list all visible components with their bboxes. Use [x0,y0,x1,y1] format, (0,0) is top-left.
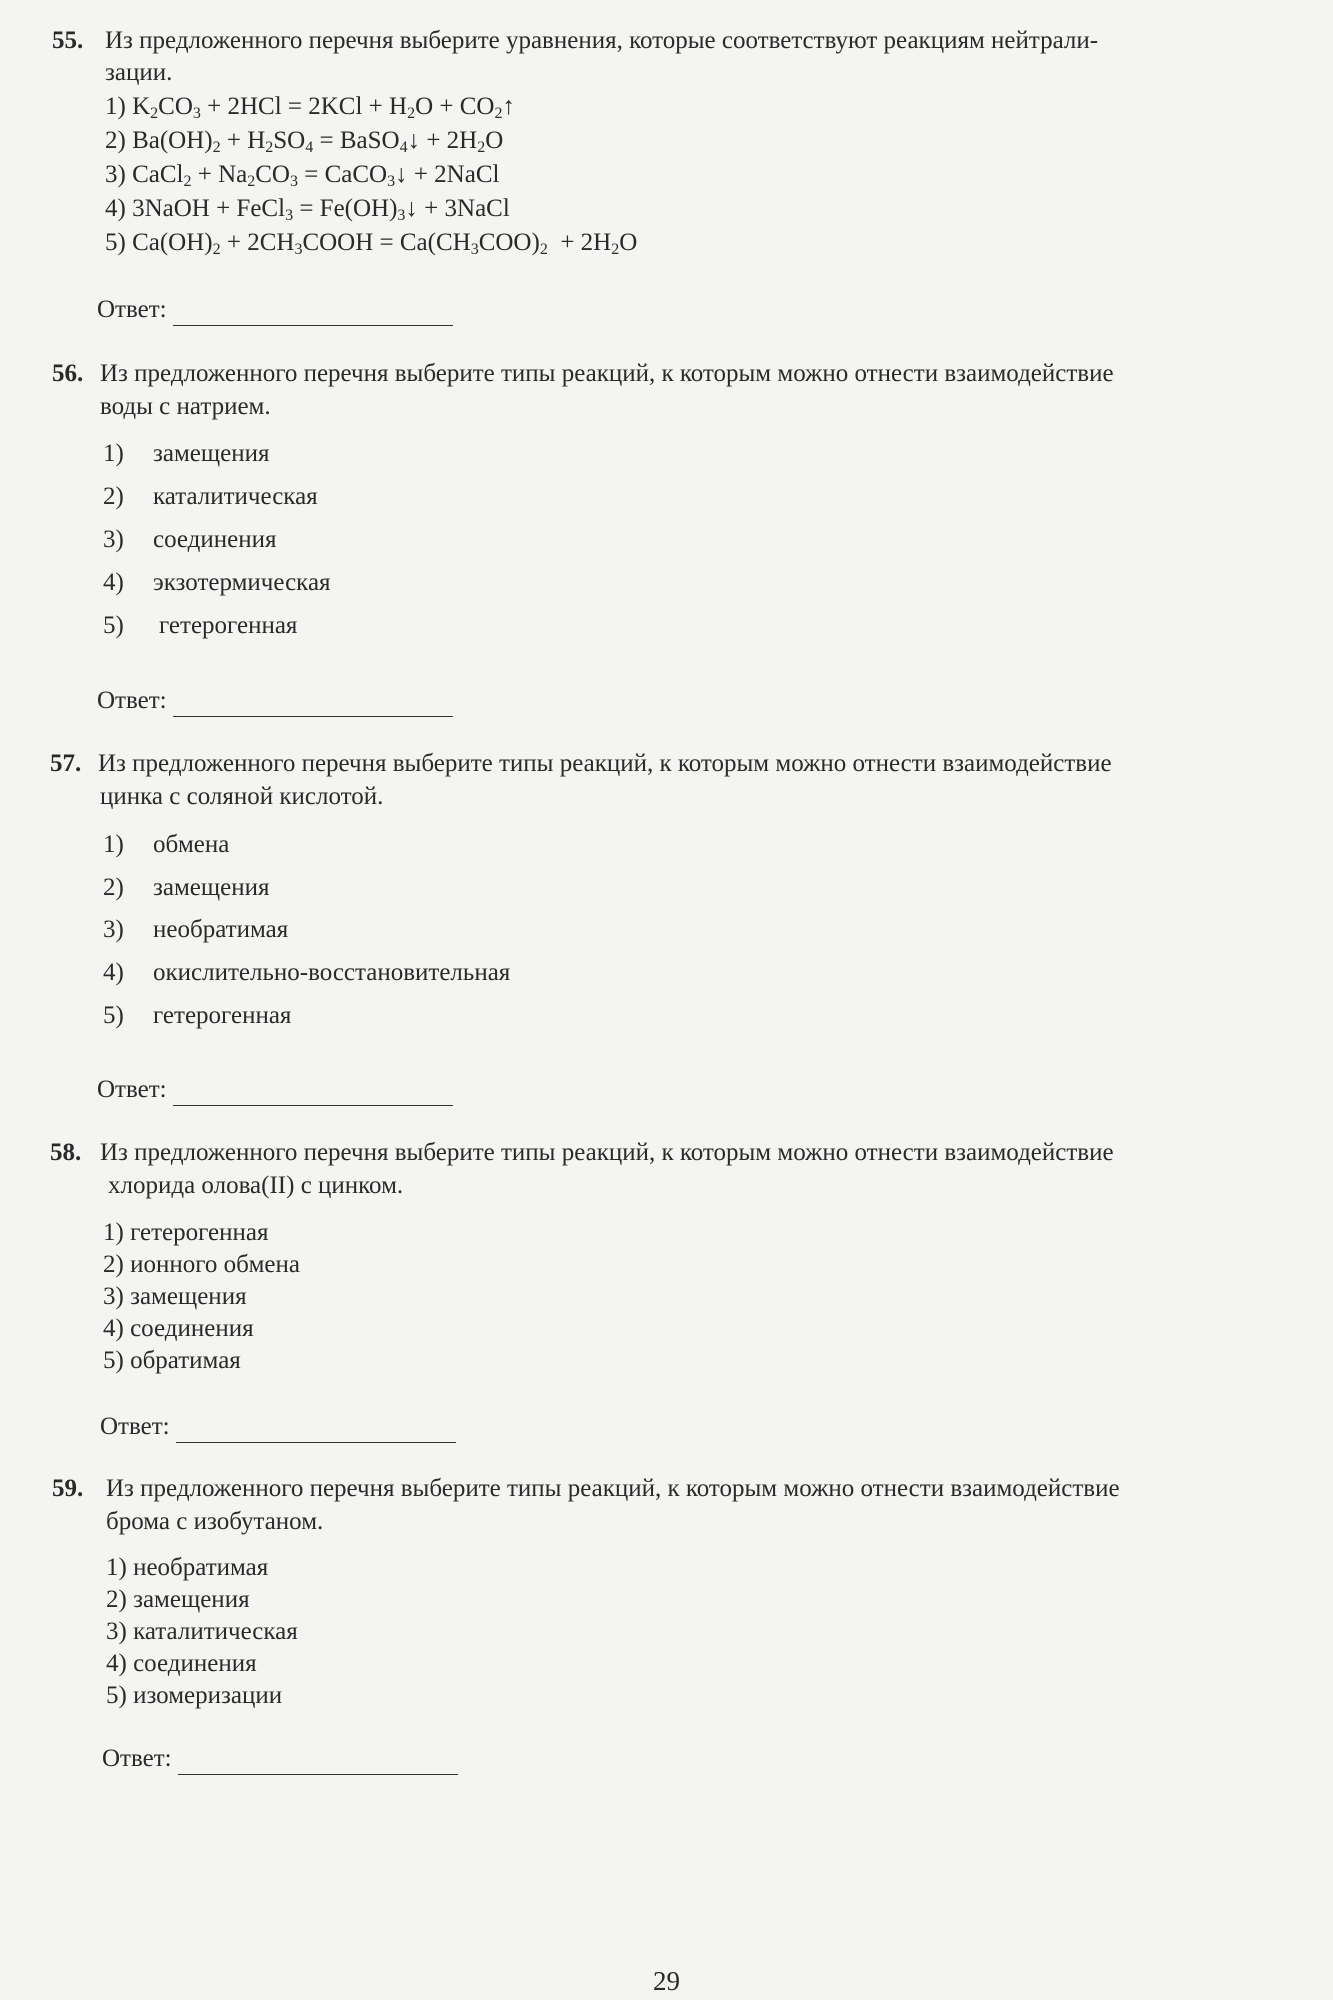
option-3[interactable]: 3) необратимая [103,916,289,943]
option-2[interactable]: 2) ионного обмена [103,1251,300,1278]
equation-text: + Na [191,161,248,188]
subscript: 2 [247,173,256,190]
subscript: 2 [183,173,192,190]
equation-text: COO) [478,229,540,256]
answer-field[interactable] [100,1411,456,1443]
answer-line[interactable] [176,1418,456,1443]
equation-number: 5) [105,229,133,256]
equation-text: = Fe(OH) [293,195,398,222]
subscript: 2 [407,105,416,122]
subscript: 2 [494,105,503,122]
answer-label: Ответ: [102,1745,172,1772]
subscript: 2 [539,241,548,258]
subscript: 2 [150,105,159,122]
equation-1 [105,90,515,124]
equation-3 [105,158,499,192]
option-3[interactable]: 3) соединения [103,526,277,553]
option-1[interactable]: 1) необратимая [106,1554,269,1581]
page-number: 29 [653,1966,680,1996]
subscript: 3 [387,173,396,190]
answer-line[interactable] [173,301,453,326]
answer-field[interactable] [97,294,453,326]
equation-text: ↓ + 2H [407,127,478,154]
question-number: 58. [50,1139,82,1166]
question-text-line1: Из предложенного перечня выберите типы реакций, к которым можно отнести взаимодействие [98,750,1112,777]
question-text-line2: воды с натрием. [100,393,271,420]
answer-line[interactable] [173,692,453,717]
option-4[interactable]: 4) соединения [103,1315,254,1342]
subscript: 3 [294,241,303,258]
subscript: 2 [611,241,620,258]
equation-text: O + CO [415,93,495,120]
equation-text: + H [220,127,266,154]
equation-text: O [485,127,504,154]
equation-text: ↑ [502,93,515,120]
option-4[interactable]: 4) соединения [106,1650,257,1677]
equation-2 [105,124,503,158]
question-text-line1: Из предложенного перечня выберите типы реакций, к которым можно отнести взаимодействие [100,1139,1114,1166]
subscript: 3 [289,173,298,190]
equation-text: = CaCO [297,161,388,188]
equation-number: 2) [105,127,133,154]
equation-text: 3NaOH + FeCl [132,195,286,222]
option-2[interactable]: 2) замещения [106,1586,250,1613]
equation-text: Ba(OH) [132,127,213,154]
question-text-line2: брома с изобутаном. [106,1508,324,1535]
equation-text: + 2CH [220,229,295,256]
question-number: 59. [52,1475,84,1502]
question-text-line2: зации. [105,59,173,86]
equation-text: CO [255,161,290,188]
question-text-line1: Из предложенного перечня выберите типы реакций, к которым можно отнести взаимодействие [106,1475,1120,1502]
option-1[interactable]: 1) замещения [103,440,270,467]
subscript: 2 [212,241,221,258]
subscript: 2 [265,139,274,156]
answer-label: Ответ: [97,296,167,323]
subscript: 2 [477,139,486,156]
subscript: 4 [305,139,314,156]
answer-label: Ответ: [97,687,167,714]
answer-field[interactable] [97,685,453,717]
equation-text: COOH = Ca(CH [302,229,471,256]
option-5[interactable]: 5) гетерогенная [103,1002,292,1029]
equation-text: K [132,93,151,120]
question-text-line2: цинка с соляной кислотой. [100,783,384,810]
option-5[interactable]: 5) изомеризации [106,1682,283,1709]
subscript: 2 [212,139,221,156]
equation-text: = BaSO [313,127,400,154]
answer-line[interactable] [173,1081,453,1106]
equation-number: 1) [105,93,133,120]
equation-text: CaCl [132,161,184,188]
equation-4 [105,192,510,226]
option-3[interactable]: 3) каталитическая [106,1618,298,1645]
equation-5 [105,226,637,260]
question-number: 55. [52,27,84,54]
subscript: 3 [192,105,201,122]
question-number: 57. [50,750,82,777]
equation-text: Ca(OH) [132,229,213,256]
option-3[interactable]: 3) замещения [103,1283,247,1310]
subscript: 3 [397,207,406,224]
answer-label: Ответ: [97,1076,167,1103]
equation-text: ↓ + 3NaCl [405,195,510,222]
answer-label: Ответ: [100,1413,170,1440]
option-4[interactable]: 4) окислительно-восстановительная [103,959,511,986]
question-text-line1: Из предложенного перечня выберите типы реакций, к которым можно отнести взаимодействие [100,360,1114,387]
option-5[interactable]: 5) обратимая [103,1347,241,1374]
answer-line[interactable] [178,1750,458,1775]
subscript: 3 [285,207,294,224]
equation-text: SO [273,127,306,154]
option-1[interactable]: 1) обмена [103,831,230,858]
option-2[interactable]: 2) каталитическая [103,483,318,510]
equation-text: + 2H [547,229,612,256]
subscript: 3 [470,241,479,258]
equation-text: ↓ + 2NaCl [395,161,500,188]
equation-number: 4) [105,195,133,222]
question-number: 56. [52,360,84,387]
equation-text: O [619,229,638,256]
option-2[interactable]: 2) замещения [103,874,270,901]
equation-text: CO [158,93,193,120]
option-1[interactable]: 1) гетерогенная [103,1219,269,1246]
answer-field[interactable] [102,1743,458,1775]
option-5[interactable]: 5) гетерогенная [103,612,298,639]
subscript: 4 [399,139,408,156]
question-text-line2: хлорида олова(II) с цинком. [108,1172,404,1199]
answer-field[interactable] [97,1074,453,1106]
equation-text: + 2HCl = 2KCl + H [200,93,408,120]
equation-number: 3) [105,161,133,188]
question-text-line1: Из предложенного перечня выберите уравнения, которые соответствуют реакциям нейтрали- [105,27,1099,54]
option-4[interactable]: 4) экзотермическая [103,569,331,596]
